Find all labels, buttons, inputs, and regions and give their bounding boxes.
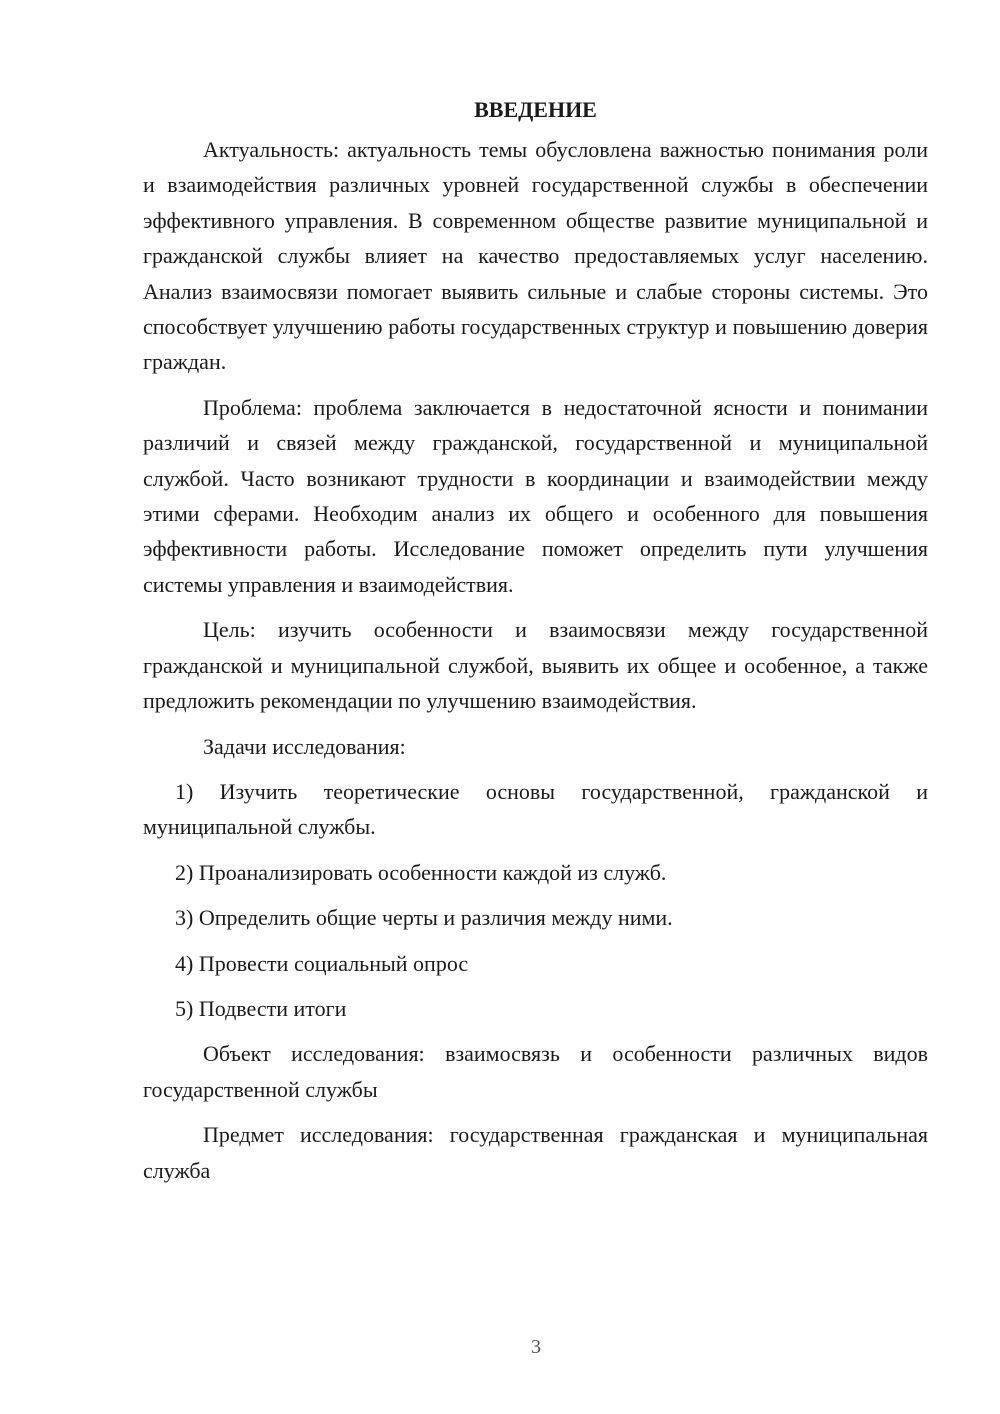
relevance-paragraph: Актуальность: актуальность темы обусловлена важностью понимания роли и взаимодействия различных уровней государственной службы в обеспечении эффективного управления. В современном обществе развитие муниципальной и гражданской службы влияет на качество предоставляемых услуг населению. Анализ взаимосвязи помогает выявить сильные и слабые стороны системы. Это способствует улучшению работы государственных структур и повышению доверия граждан. [143, 137, 928, 375]
object-paragraph: Объект исследования: взаимосвязь и особенности различных видов государственной службы [143, 1041, 928, 1102]
task-item: 3) Определить общие черты и различия между ними. [175, 905, 673, 931]
task-item: 1) Изучить теоретические основы государственной, гражданской и муниципальной службы. [143, 778, 928, 840]
goal-paragraph: Цель: изучить особенности и взаимосвязи между государственной гражданской и муниципальной службой, выявить их общее и особенное, а также предложить рекомендации по улучшению взаимодействия. [143, 617, 928, 714]
task-item: 5) Подвести итоги [175, 995, 347, 1021]
task-item: 2) Проанализировать особенности каждой из служб. [175, 859, 667, 885]
page-number: 3 [531, 1336, 541, 1358]
subject-paragraph: Предмет исследования: государственная гражданская и муниципальная служба [143, 1122, 928, 1183]
problem-paragraph: Проблема: проблема заключается в недостаточной ясности и понимании различий и связей между гражданской, государственной и муниципальной службой. Часто возникают трудности в координации и взаимодействии между этими сферами. Необходим анализ их общего и особенного для повышения эффективности работы. Исследование поможет определить пути улучшения системы управления и взаимодействия. [143, 394, 928, 597]
tasks-heading: Задачи исследования: [203, 733, 406, 759]
task-item: 4) Провести социальный опрос [175, 950, 469, 976]
page-title: ВВЕДЕНИЕ [474, 97, 597, 122]
document-page [143, 96, 928, 1198]
